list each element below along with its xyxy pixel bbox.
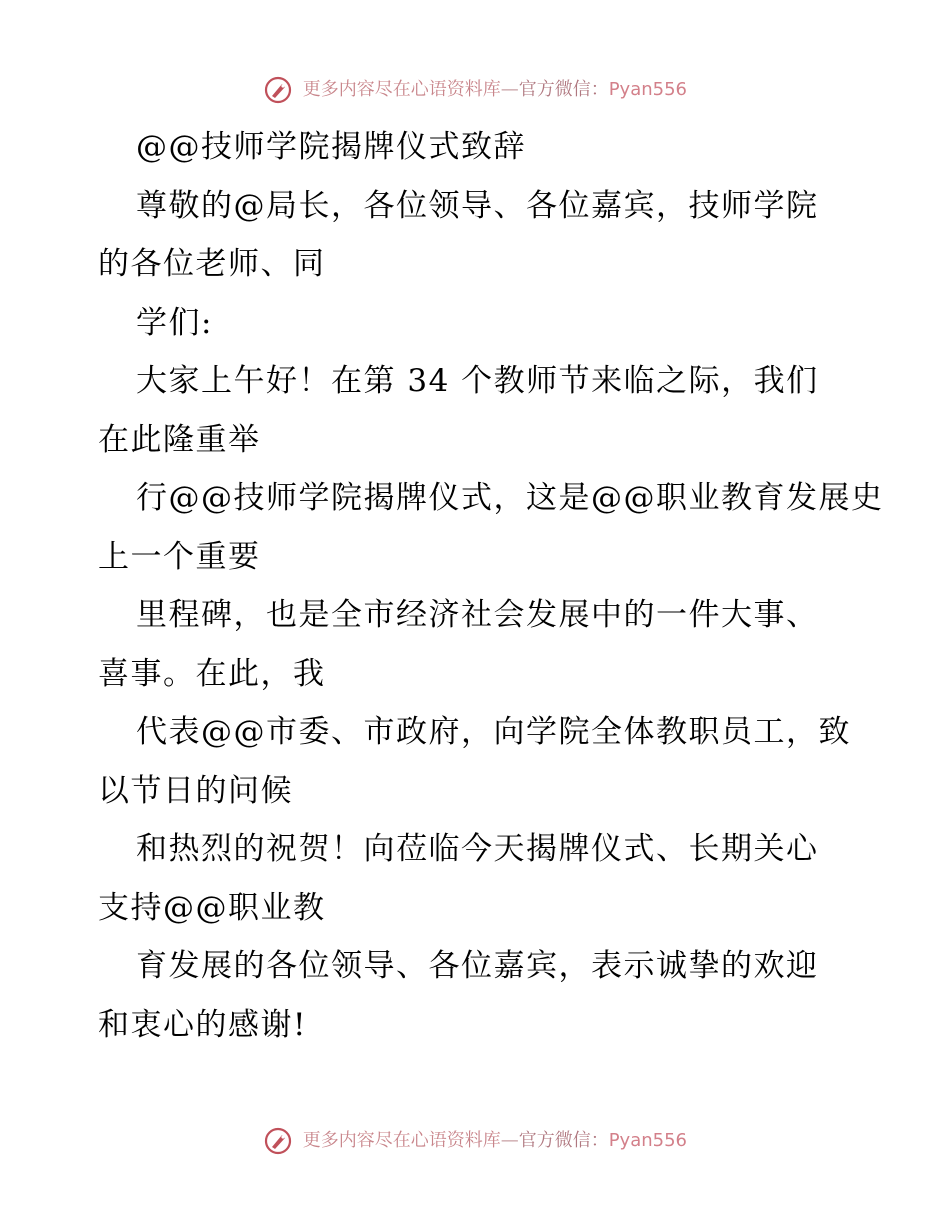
watermark-wechat-id: Pyan556 xyxy=(608,79,688,100)
text-line: 喜事。在此，我 xyxy=(98,655,326,692)
text-line: 和衷心的感谢! xyxy=(98,1006,307,1043)
text-line: 学们: xyxy=(136,304,213,341)
text-line: 上一个重要 xyxy=(98,538,261,575)
document-title: @@技师学院揭牌仪式致辞 xyxy=(136,129,526,165)
text-line: 支持@@职业教 xyxy=(98,889,326,926)
watermark-main-text: 更多内容尽在心语资料库 xyxy=(302,1130,501,1151)
text-line: 大家上午好！在第 34 个教师节来临之际，我们 xyxy=(136,363,819,399)
text-line: 以节日的问候 xyxy=(98,772,293,809)
text-line: 尊敬的@局长，各位领导、各位嘉宾，技师学院 xyxy=(136,187,819,224)
pen-nib-logo-icon xyxy=(263,1126,293,1156)
text-line: 在此隆重举 xyxy=(98,421,261,458)
text-line: 的各位老师、同 xyxy=(98,246,326,282)
header-watermark xyxy=(0,75,950,105)
text-line: 代表@@市委、市政府，向学院全体教职员工，致 xyxy=(136,714,851,750)
watermark-main-text: 更多内容尽在心语资料库 xyxy=(302,79,501,100)
watermark-wechat-label: 官方微信： xyxy=(518,1130,609,1151)
watermark-wechat-label: 官方微信： xyxy=(518,79,609,100)
text-line: 育发展的各位领导、各位嘉宾，表示诚挚的欢迎 xyxy=(136,948,819,984)
watermark-wechat-id: Pyan556 xyxy=(608,1130,688,1151)
watermark-separator: — xyxy=(500,1130,519,1151)
pen-nib-logo-icon xyxy=(263,75,293,105)
text-line: 行@@技师学院揭牌仪式，这是@@职业教育发展史 xyxy=(136,480,884,516)
document-body xyxy=(98,118,884,1054)
text-line: 里程碑，也是全市经济社会发展中的一件大事、 xyxy=(136,597,819,633)
text-line: 和热烈的祝贺！向莅临今天揭牌仪式、长期关心 xyxy=(136,831,819,867)
footer-watermark xyxy=(0,1126,950,1156)
watermark-separator: — xyxy=(500,79,519,100)
